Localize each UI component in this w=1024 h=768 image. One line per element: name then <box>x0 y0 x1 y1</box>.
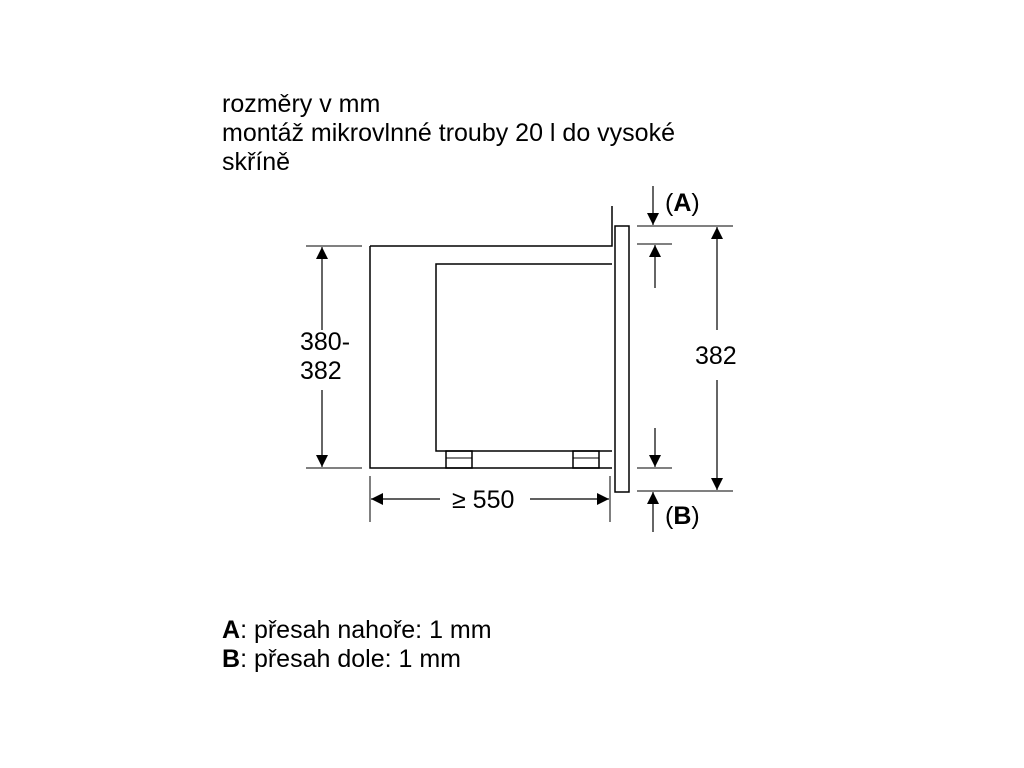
legend <box>222 616 492 674</box>
legend-text-b: : přesah dole: 1 mm <box>240 645 461 673</box>
height-right-label: 382 <box>695 342 737 370</box>
legend-text-a: : přesah nahoře: 1 mm <box>240 616 492 644</box>
height-left-label-1: 380- <box>300 328 351 356</box>
marker-a: (A) <box>665 189 700 217</box>
height-left-label-2: 382 <box>300 357 342 385</box>
legend-key-a: A <box>222 616 241 644</box>
microwave-body <box>436 264 612 451</box>
front-frame <box>615 226 629 492</box>
microwave-foot-left <box>446 451 472 468</box>
microwave-foot-right <box>573 451 599 468</box>
cabinet-niche <box>370 206 612 468</box>
marker-b: (B) <box>665 502 700 530</box>
legend-key-b: B <box>222 645 241 673</box>
legend-item-b <box>222 645 492 674</box>
depth-label: ≥ 550 <box>452 486 515 514</box>
installation-title-cont: skříně <box>222 148 291 176</box>
installation-title: montáž mikrovlnné trouby 20 l do vysoké <box>222 119 675 147</box>
units-note: rozměry v mm <box>222 90 381 118</box>
legend-item-a <box>222 616 492 645</box>
